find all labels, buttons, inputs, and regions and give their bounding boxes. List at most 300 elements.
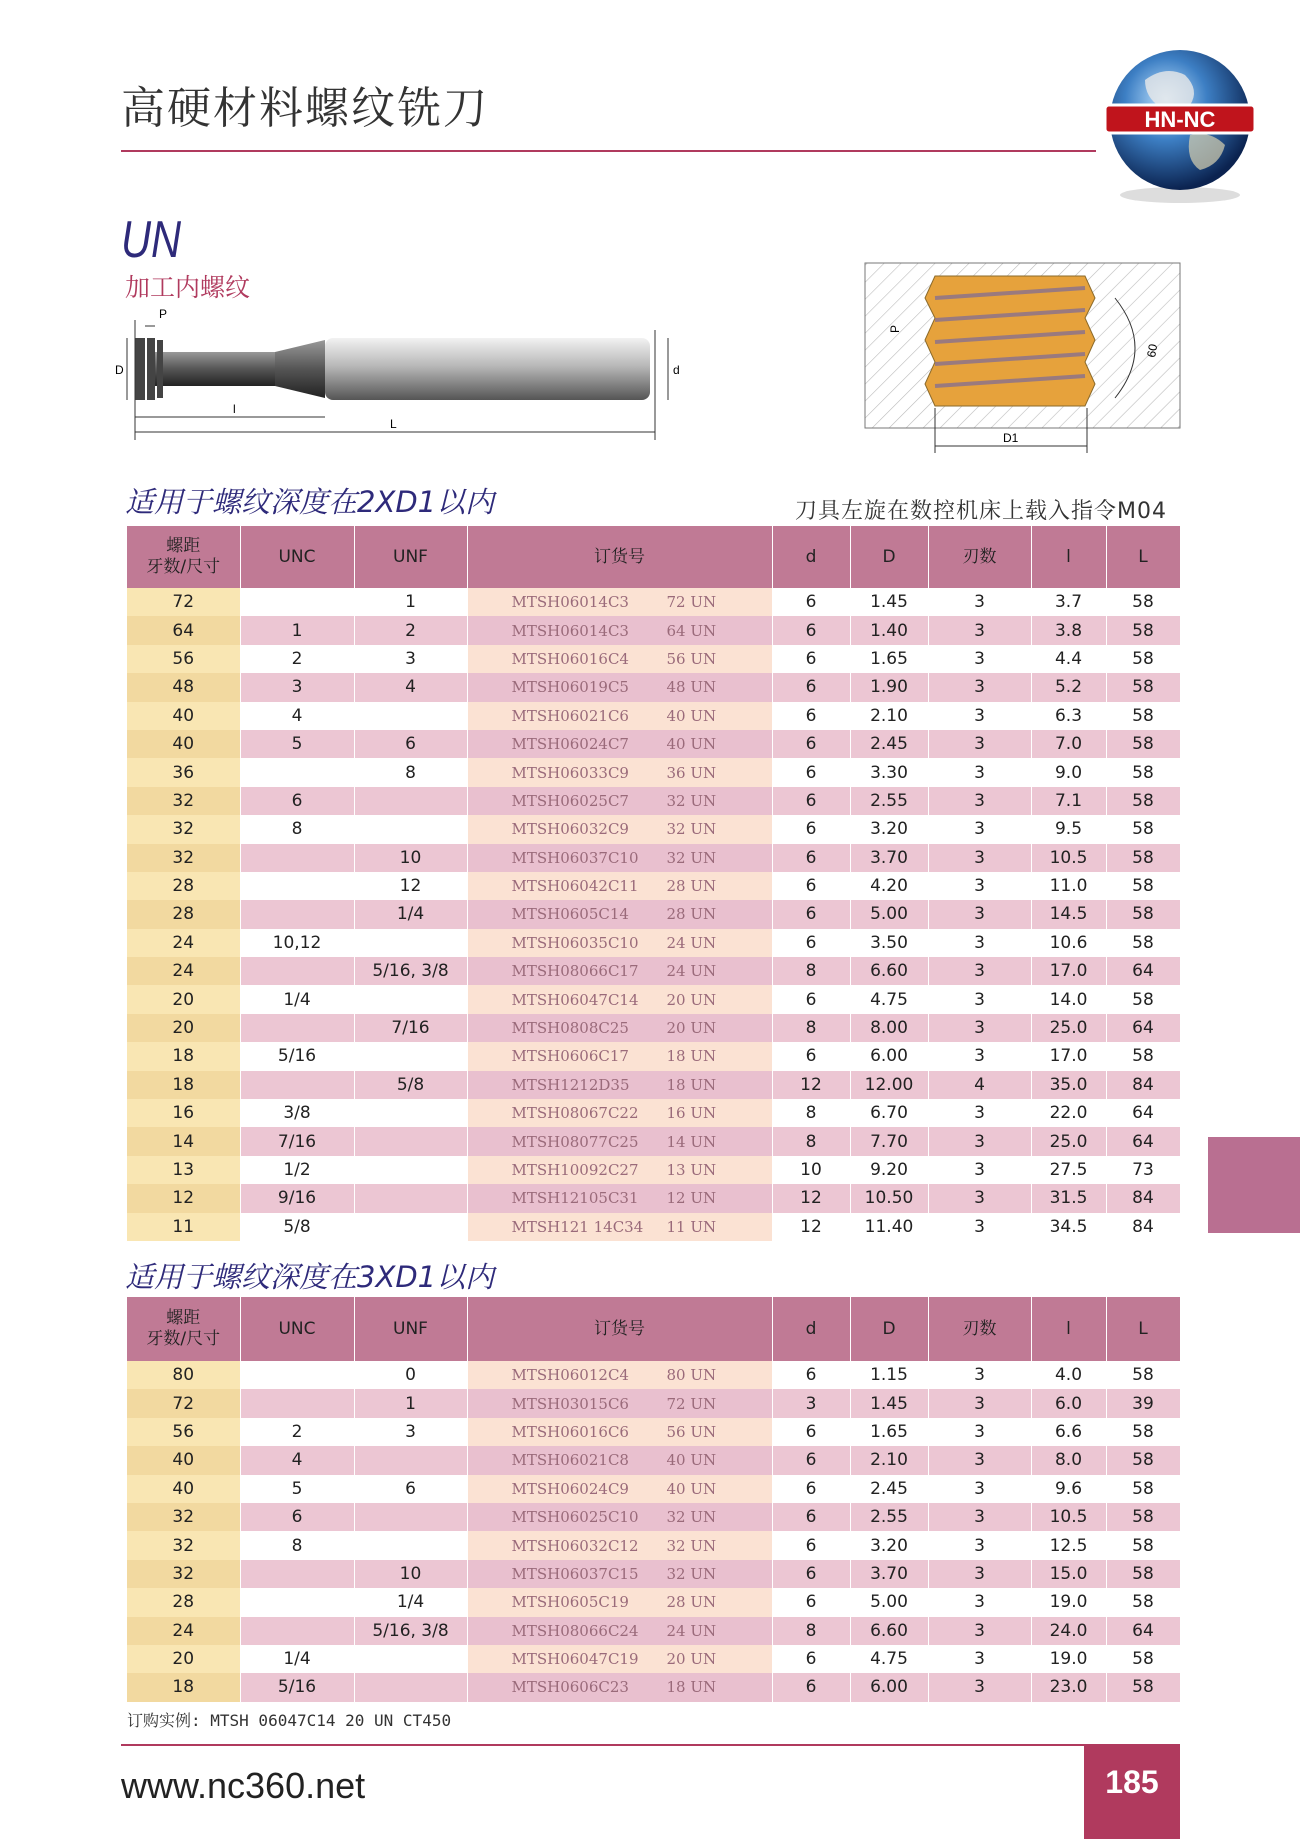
cell-unf (354, 1503, 467, 1531)
order-code: MTSH06032C9 (511, 820, 629, 839)
cell-unc: 4 (240, 1446, 354, 1474)
cell-unc: 2 (240, 1418, 354, 1446)
cell-shank-d: 6 (772, 1560, 850, 1588)
cell-shank-d: 6 (772, 702, 850, 730)
order-tpi: 13 UN (666, 1161, 717, 1179)
cell-cut-d: 1.90 (850, 673, 928, 701)
table-row (127, 872, 1180, 900)
cell-neck-l: 9.5 (1031, 815, 1106, 843)
cell-flutes: 3 (928, 1213, 1031, 1241)
cell-shank-d: 6 (772, 1361, 850, 1389)
cell-neck-l: 27.5 (1031, 1156, 1106, 1184)
table-row (127, 730, 1180, 758)
cell-length-L: 58 (1106, 1475, 1180, 1503)
cell-unc: 8 (240, 815, 354, 843)
table-row (127, 815, 1180, 843)
cell-order-number (467, 1042, 772, 1070)
order-tpi: 24 UN (666, 933, 717, 952)
pitch-label: P (159, 307, 168, 321)
cell-unc (240, 1361, 354, 1389)
cell-shank-d: 6 (772, 844, 850, 872)
order-code: MTSH06021C6 (511, 706, 629, 725)
table-row (127, 1361, 1180, 1389)
cell-pitch: 40 (127, 702, 240, 730)
cell-pitch: 72 (127, 588, 240, 616)
cell-length-L: 58 (1106, 929, 1180, 957)
cell-cut-d: 2.45 (850, 1475, 928, 1503)
cell-length-L: 58 (1106, 900, 1180, 928)
cell-unc: 1/2 (240, 1156, 354, 1184)
cell-cut-d: 3.30 (850, 758, 928, 786)
cell-cut-d: 7.70 (850, 1127, 928, 1155)
cell-unf: 7/16 (354, 1014, 467, 1042)
cell-unc: 5/16 (240, 1673, 354, 1701)
cell-flutes: 3 (928, 929, 1031, 957)
table-row (127, 1673, 1180, 1701)
cell-cut-d: 6.60 (850, 957, 928, 985)
order-code: MTSH06012C4 (511, 1366, 629, 1385)
cell-unf (354, 1213, 467, 1241)
order-tpi: 64 UN (666, 621, 717, 640)
thread-angle-label: 60 (1144, 342, 1161, 359)
cell-neck-l: 22.0 (1031, 1099, 1106, 1127)
order-tpi: 48 UN (666, 678, 717, 697)
cell-flutes: 3 (928, 1475, 1031, 1503)
cell-length-L: 58 (1106, 730, 1180, 758)
cell-flutes: 3 (928, 1617, 1031, 1645)
order-code: MTSH06016C6 (511, 1422, 629, 1441)
cell-shank-d: 6 (772, 985, 850, 1013)
cell-length-L: 58 (1106, 872, 1180, 900)
cell-cut-d: 5.00 (850, 1588, 928, 1616)
table-row (127, 1645, 1180, 1673)
cell-length-L: 58 (1106, 588, 1180, 616)
cell-length-L: 84 (1106, 1184, 1180, 1212)
cell-order-number (467, 1475, 772, 1503)
cell-flutes: 3 (928, 1042, 1031, 1070)
cell-flutes: 3 (928, 787, 1031, 815)
cell-order-number (467, 1389, 772, 1417)
table-row (127, 1389, 1180, 1417)
cell-length-L: 84 (1106, 1071, 1180, 1099)
cell-order-number (467, 730, 772, 758)
table-row (127, 1617, 1180, 1645)
cell-unc (240, 957, 354, 985)
table-row (127, 673, 1180, 701)
cell-unf (354, 1184, 467, 1212)
cell-neck-l: 9.6 (1031, 1475, 1106, 1503)
cell-order-number (467, 1560, 772, 1588)
cell-unc (240, 844, 354, 872)
order-tpi: 32 UN (666, 820, 717, 839)
cell-order-number (467, 1361, 772, 1389)
cell-order-number (467, 815, 772, 843)
cell-length-L: 58 (1106, 1503, 1180, 1531)
order-code: MTSH08067C22 (511, 1104, 639, 1123)
cell-shank-d: 8 (772, 1099, 850, 1127)
table-row (127, 1213, 1180, 1241)
col-l: l (1031, 526, 1106, 588)
cell-unc (240, 1560, 354, 1588)
table-row (127, 1156, 1180, 1184)
hn-nc-globe-logo (1090, 35, 1270, 205)
order-code: MTSH06024C9 (511, 1479, 629, 1498)
table-row (127, 1099, 1180, 1127)
cell-shank-d: 6 (772, 645, 850, 673)
cell-length-L: 58 (1106, 844, 1180, 872)
order-tpi: 18 UN (666, 1047, 717, 1066)
cell-shank-d: 6 (772, 1645, 850, 1673)
cell-unc: 6 (240, 787, 354, 815)
cell-unf: 1/4 (354, 1588, 467, 1616)
cell-unf: 6 (354, 730, 467, 758)
cell-unc (240, 1389, 354, 1417)
cell-flutes: 3 (928, 588, 1031, 616)
cell-unc: 7/16 (240, 1127, 354, 1155)
cell-cut-d: 3.20 (850, 1531, 928, 1559)
cell-cut-d: 8.00 (850, 1014, 928, 1042)
cell-order-number (467, 1156, 772, 1184)
cell-pitch: 80 (127, 1361, 240, 1389)
order-tpi: 32 UN (666, 1564, 717, 1583)
cell-unf (354, 1156, 467, 1184)
cell-flutes: 3 (928, 1446, 1031, 1474)
page-number: 185 (1084, 1744, 1180, 1839)
cell-shank-d: 6 (772, 1588, 850, 1616)
cell-flutes: 3 (928, 730, 1031, 758)
cell-unc: 3 (240, 673, 354, 701)
cell-shank-d: 12 (772, 1213, 850, 1241)
cell-flutes: 3 (928, 1588, 1031, 1616)
order-code: MTSH06014C3 (511, 593, 629, 612)
order-code: MTSH0606C23 (511, 1678, 629, 1697)
cell-length-L: 58 (1106, 673, 1180, 701)
table-row (127, 900, 1180, 928)
cell-order-number (467, 900, 772, 928)
cell-pitch: 40 (127, 1475, 240, 1503)
cell-unf (354, 1099, 467, 1127)
cell-flutes: 4 (928, 1071, 1031, 1099)
cell-unf (354, 1645, 467, 1673)
cell-flutes: 3 (928, 900, 1031, 928)
cell-flutes: 3 (928, 815, 1031, 843)
table-row (127, 1042, 1180, 1070)
cell-unc: 5 (240, 730, 354, 758)
col-order: 订货号 (467, 1297, 772, 1361)
cell-unf: 0 (354, 1361, 467, 1389)
cell-unf: 3 (354, 645, 467, 673)
cell-neck-l: 4.4 (1031, 645, 1106, 673)
cell-cut-d: 6.00 (850, 1042, 928, 1070)
spec-table-2xd1 (127, 526, 1181, 1241)
cell-order-number (467, 929, 772, 957)
cell-pitch: 32 (127, 787, 240, 815)
section-subtitle: 加工内螺纹 (125, 273, 251, 302)
cell-pitch: 64 (127, 616, 240, 644)
cell-order-number (467, 645, 772, 673)
cell-cut-d: 10.50 (850, 1184, 928, 1212)
cell-shank-d: 6 (772, 787, 850, 815)
order-tpi: 72 UN (666, 593, 717, 612)
cell-length-L: 58 (1106, 1446, 1180, 1474)
cell-cut-d: 6.00 (850, 1673, 928, 1701)
cell-shank-d: 12 (772, 1184, 850, 1212)
cell-shank-d: 6 (772, 730, 850, 758)
cell-order-number (467, 1127, 772, 1155)
col-D: D (850, 526, 928, 588)
cell-neck-l: 15.0 (1031, 1560, 1106, 1588)
page-title: 高硬材料螺纹铣刀 (121, 83, 489, 134)
cell-unf (354, 985, 467, 1013)
order-tpi: 18 UN (666, 1075, 717, 1094)
cell-cut-d: 1.65 (850, 1418, 928, 1446)
cell-neck-l: 10.5 (1031, 1503, 1106, 1531)
cell-shank-d: 6 (772, 1418, 850, 1446)
cell-length-L: 84 (1106, 1213, 1180, 1241)
col-d: d (772, 1297, 850, 1361)
cell-unc (240, 1014, 354, 1042)
table-header-row (127, 1297, 1180, 1361)
order-tpi: 24 UN (666, 962, 717, 981)
overall-length-label: L (390, 417, 397, 431)
cell-order-number (467, 1446, 772, 1474)
cell-cut-d: 1.65 (850, 645, 928, 673)
table-row (127, 1071, 1180, 1099)
order-tpi: 40 UN (666, 1479, 717, 1498)
cell-unf (354, 1446, 467, 1474)
cell-order-number (467, 1617, 772, 1645)
table-row (127, 1503, 1180, 1531)
cell-order-number (467, 1213, 772, 1241)
cell-neck-l: 23.0 (1031, 1673, 1106, 1701)
order-tpi: 36 UN (666, 763, 717, 782)
cell-flutes: 3 (928, 1645, 1031, 1673)
cell-pitch: 18 (127, 1042, 240, 1070)
cell-neck-l: 19.0 (1031, 1645, 1106, 1673)
cell-flutes: 3 (928, 1014, 1031, 1042)
cell-flutes: 3 (928, 673, 1031, 701)
cell-shank-d: 6 (772, 1531, 850, 1559)
order-tpi: 32 UN (666, 1508, 717, 1527)
cell-cut-d: 1.15 (850, 1361, 928, 1389)
order-code: MTSH1212D35 (511, 1075, 630, 1094)
cell-shank-d: 6 (772, 616, 850, 644)
cell-neck-l: 19.0 (1031, 1588, 1106, 1616)
table-row (127, 1560, 1180, 1588)
cell-flutes: 3 (928, 758, 1031, 786)
cell-neck-l: 3.8 (1031, 616, 1106, 644)
cell-neck-l: 14.5 (1031, 900, 1106, 928)
cell-flutes: 3 (928, 872, 1031, 900)
cell-unc: 5 (240, 1475, 354, 1503)
cell-flutes: 3 (928, 645, 1031, 673)
order-code: MTSH06016C4 (511, 649, 629, 668)
cell-order-number (467, 758, 772, 786)
order-code: MTSH0606C17 (511, 1047, 629, 1066)
order-tpi: 12 UN (666, 1189, 717, 1208)
cell-neck-l: 17.0 (1031, 1042, 1106, 1070)
cell-flutes: 3 (928, 1389, 1031, 1417)
cell-length-L: 64 (1106, 1617, 1180, 1645)
order-code: MTSH06024C7 (511, 735, 629, 754)
cell-shank-d: 6 (772, 1503, 850, 1531)
order-tpi: 11 UN (666, 1217, 717, 1236)
cell-shank-d: 6 (772, 900, 850, 928)
cell-length-L: 58 (1106, 702, 1180, 730)
cell-unc: 3/8 (240, 1099, 354, 1127)
order-tpi: 40 UN (666, 706, 717, 725)
order-code: MTSH08066C17 (511, 962, 639, 981)
table-row (127, 1184, 1180, 1212)
cell-cut-d: 3.70 (850, 844, 928, 872)
cell-neck-l: 9.0 (1031, 758, 1106, 786)
cell-pitch: 32 (127, 1503, 240, 1531)
cell-order-number (467, 872, 772, 900)
cell-cut-d: 2.10 (850, 702, 928, 730)
cell-unc: 5/16 (240, 1042, 354, 1070)
order-code: MTSH121 14C34 (511, 1217, 644, 1236)
cell-order-number (467, 588, 772, 616)
cell-pitch: 56 (127, 645, 240, 673)
cell-order-number (467, 1673, 772, 1701)
cell-length-L: 58 (1106, 1645, 1180, 1673)
cell-unc: 6 (240, 1503, 354, 1531)
order-tpi: 20 UN (666, 1650, 717, 1669)
order-code: MTSH06035C10 (511, 933, 639, 952)
cell-flutes: 3 (928, 1531, 1031, 1559)
cell-cut-d: 1.45 (850, 1389, 928, 1417)
order-tpi: 72 UN (666, 1394, 717, 1413)
order-tpi: 20 UN (666, 1019, 717, 1038)
cell-pitch: 28 (127, 872, 240, 900)
cell-flutes: 3 (928, 1361, 1031, 1389)
cell-neck-l: 6.6 (1031, 1418, 1106, 1446)
cell-unc: 4 (240, 702, 354, 730)
cell-length-L: 58 (1106, 1588, 1180, 1616)
cell-neck-l: 31.5 (1031, 1184, 1106, 1212)
cell-neck-l: 12.5 (1031, 1531, 1106, 1559)
cell-length-L: 58 (1106, 1042, 1180, 1070)
cell-cut-d: 3.50 (850, 929, 928, 957)
table-1-caption: 适用于螺纹深度在2XD1以内 (125, 485, 495, 519)
cell-neck-l: 24.0 (1031, 1617, 1106, 1645)
cell-flutes: 3 (928, 1560, 1031, 1588)
cell-cut-d: 12.00 (850, 1071, 928, 1099)
cell-cut-d: 2.55 (850, 1503, 928, 1531)
cell-cut-d: 2.45 (850, 730, 928, 758)
col-l: l (1031, 1297, 1106, 1361)
thread-type-code: UN (121, 211, 182, 269)
cell-neck-l: 10.5 (1031, 844, 1106, 872)
table-row (127, 758, 1180, 786)
cell-unf (354, 815, 467, 843)
order-code: MTSH0605C14 (511, 905, 629, 924)
cell-length-L: 58 (1106, 1560, 1180, 1588)
order-tpi: 32 UN (666, 1536, 717, 1555)
order-tpi: 40 UN (666, 1451, 717, 1470)
cell-unc (240, 1071, 354, 1099)
cell-pitch: 20 (127, 1014, 240, 1042)
order-code: MTSH08077C25 (511, 1132, 639, 1151)
order-code: MTSH06047C19 (511, 1650, 639, 1669)
website-link[interactable]: www.nc360.net (121, 1765, 366, 1806)
cell-neck-l: 10.6 (1031, 929, 1106, 957)
cell-pitch: 24 (127, 1617, 240, 1645)
cell-order-number (467, 702, 772, 730)
cell-pitch: 14 (127, 1127, 240, 1155)
cell-shank-d: 8 (772, 1014, 850, 1042)
cell-shank-d: 6 (772, 673, 850, 701)
neck-length-label: l (233, 402, 236, 416)
col-unf: UNF (354, 1297, 467, 1361)
table-row (127, 957, 1180, 985)
cell-unf: 1/4 (354, 900, 467, 928)
order-code: MTSH06037C15 (511, 1564, 639, 1583)
order-tpi: 28 UN (666, 1593, 717, 1612)
cell-shank-d: 8 (772, 957, 850, 985)
order-code: MTSH10092C27 (511, 1161, 639, 1179)
cell-flutes: 3 (928, 1418, 1031, 1446)
cell-flutes: 3 (928, 1503, 1031, 1531)
order-tpi: 56 UN (666, 649, 717, 668)
cell-unc: 9/16 (240, 1184, 354, 1212)
order-tpi: 56 UN (666, 1422, 717, 1441)
cell-length-L: 58 (1106, 645, 1180, 673)
cell-flutes: 3 (928, 1673, 1031, 1701)
cell-pitch: 56 (127, 1418, 240, 1446)
cell-cut-d: 9.20 (850, 1156, 928, 1184)
table-row (127, 1531, 1180, 1559)
cell-unc (240, 900, 354, 928)
cell-pitch: 32 (127, 1560, 240, 1588)
title-divider (121, 150, 1096, 152)
internal-thread-drawing (855, 258, 1185, 458)
cell-shank-d: 6 (772, 929, 850, 957)
order-tpi: 40 UN (666, 735, 717, 754)
order-code: MTSH12105C31 (511, 1189, 639, 1208)
cell-pitch: 20 (127, 985, 240, 1013)
cell-order-number (467, 1645, 772, 1673)
cell-cut-d: 1.45 (850, 588, 928, 616)
col-unf: UNF (354, 526, 467, 588)
cell-unf (354, 787, 467, 815)
order-code: MTSH0808C25 (511, 1019, 629, 1038)
cell-neck-l: 3.7 (1031, 588, 1106, 616)
table-header-row (127, 526, 1180, 588)
cell-pitch: 18 (127, 1673, 240, 1701)
cell-unf: 4 (354, 673, 467, 701)
cell-length-L: 58 (1106, 985, 1180, 1013)
logo-text: HN-NC (1144, 107, 1216, 132)
col-L: L (1106, 1297, 1180, 1361)
cell-unc (240, 1617, 354, 1645)
cell-flutes: 3 (928, 957, 1031, 985)
cell-neck-l: 4.0 (1031, 1361, 1106, 1389)
cell-length-L: 58 (1106, 1531, 1180, 1559)
cell-length-L: 58 (1106, 616, 1180, 644)
order-code: MTSH06025C10 (511, 1508, 639, 1527)
cell-cut-d: 4.75 (850, 985, 928, 1013)
table-row (127, 1418, 1180, 1446)
cell-cut-d: 2.55 (850, 787, 928, 815)
cell-length-L: 58 (1106, 1361, 1180, 1389)
cell-unf (354, 1127, 467, 1155)
order-code: MTSH06021C8 (511, 1451, 629, 1470)
cell-neck-l: 8.0 (1031, 1446, 1106, 1474)
cell-shank-d: 12 (772, 1071, 850, 1099)
cell-unc: 1/4 (240, 1645, 354, 1673)
cell-pitch: 24 (127, 929, 240, 957)
